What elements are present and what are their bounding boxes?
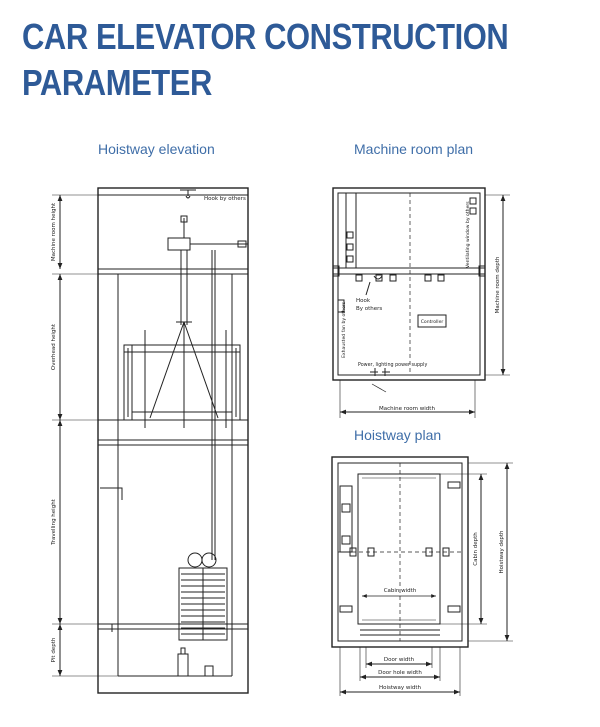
overhead-height-label: Overhead height — [51, 323, 57, 371]
power-supply-label: Power, lighting power supply — [358, 363, 428, 368]
machine-room-height-label: Machine room height — [51, 202, 57, 262]
machine-room-depth-label: Machine room depth — [495, 256, 501, 314]
controller-label: Controller — [420, 320, 444, 325]
travelling-height-label: Travelling height — [51, 499, 57, 545]
page-title-line-1: CAR ELEVATOR CONSTRUCTION — [22, 16, 509, 57]
hook-label-line-2: By others — [356, 306, 383, 312]
door-hole-width-label: Door hole width — [378, 670, 422, 676]
hoistway-plan-heading: Hoistway plan — [354, 427, 442, 443]
machine-room-plan-heading: Machine room plan — [354, 141, 474, 157]
cabin-depth-label: Cabin depth — [473, 532, 479, 566]
hook-by-others-label: Hook by others — [204, 196, 246, 202]
pit-depth-label: Pit depth — [51, 637, 57, 663]
hoistway-elevation-drawing — [52, 188, 248, 693]
page-title-line-2: PARAMETER — [22, 62, 212, 103]
hoistway-plan-drawing — [332, 457, 513, 696]
hook-label-line-1: Hook — [356, 298, 371, 304]
door-width-label: Door width — [383, 657, 415, 663]
exhausted-fan-label: Exhausted fan by others — [342, 301, 347, 358]
cabin-width-label: Cabin width — [383, 588, 417, 594]
machine-room-width-label: Machine room width — [379, 406, 435, 412]
hoistway-width-label: Hoistway width — [378, 685, 422, 691]
hoistway-elevation-heading: Hoistway elevation — [98, 141, 215, 157]
ventilating-window-label: Ventilating window by others — [466, 201, 471, 268]
hoistway-depth-label: Hoistway depth — [499, 530, 505, 574]
